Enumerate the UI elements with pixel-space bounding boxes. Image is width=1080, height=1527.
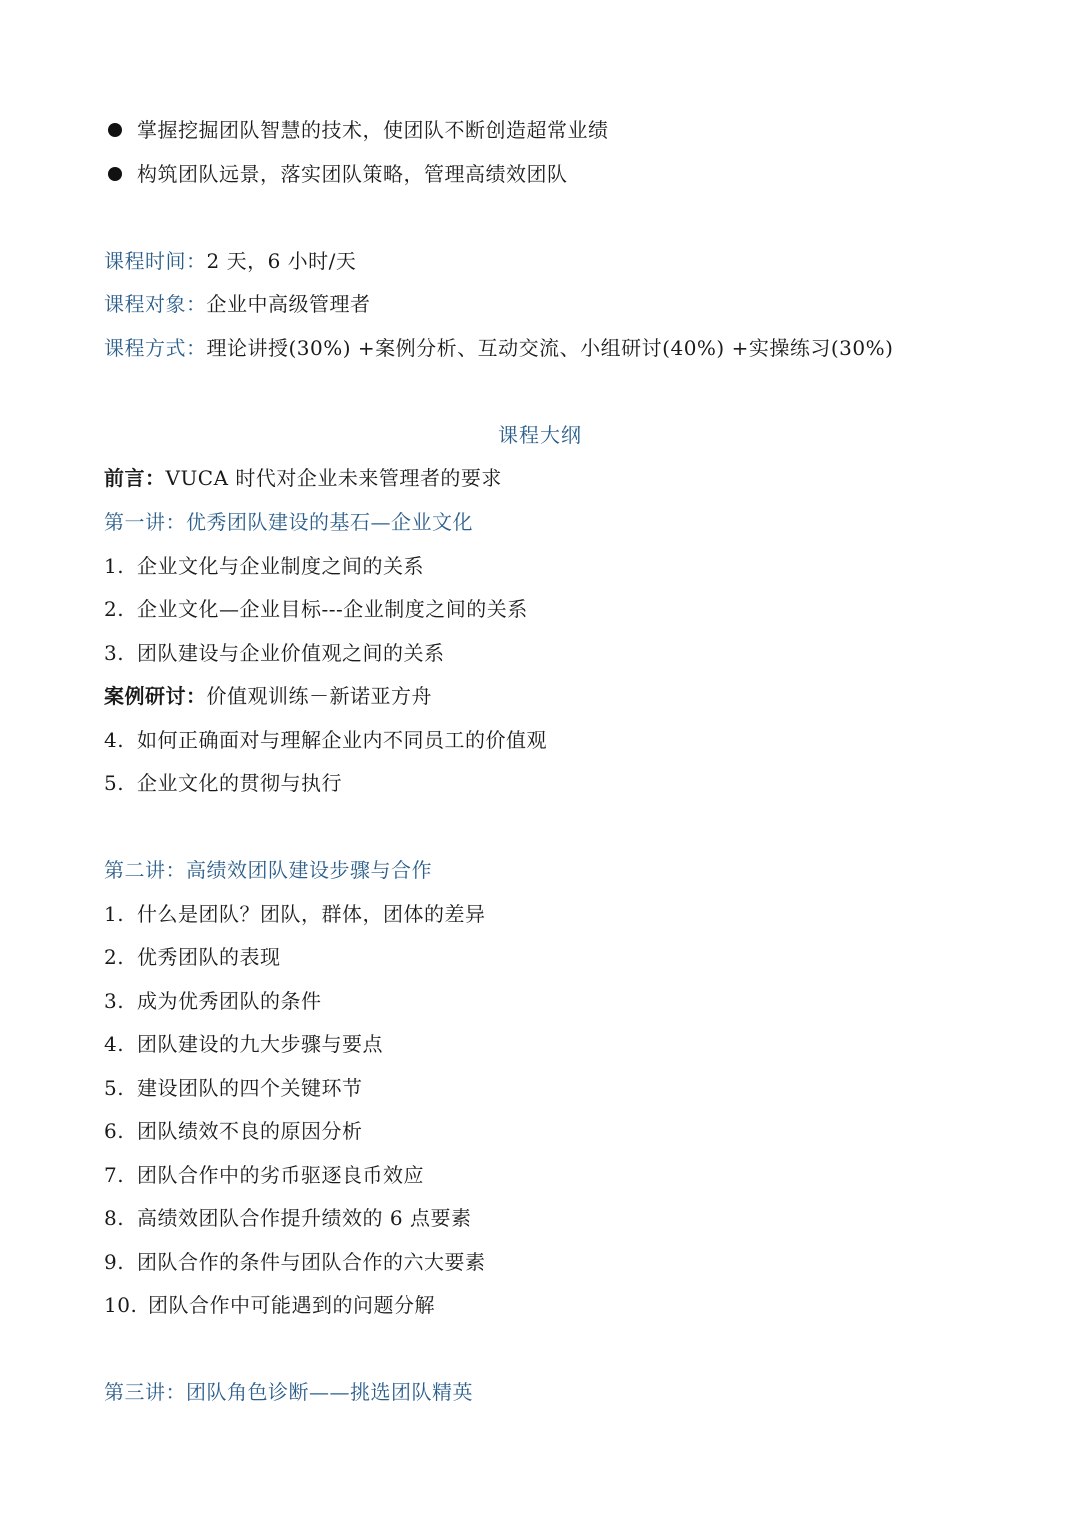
course-audience-label: 课程对象： <box>104 292 207 316</box>
item-number: 8. <box>104 1206 125 1230</box>
item-text: 什么是团队？团队，群体，团体的差异 <box>137 902 486 926</box>
outline-title: 课程大纲 <box>498 423 582 447</box>
course-time <box>104 247 356 275</box>
course-method-value: 理论讲授(30%) +案例分析、互动交流、小组研讨(40%) +实操练习(30%) <box>206 336 894 360</box>
list-item <box>104 1248 486 1276</box>
item-number: 2. <box>104 597 125 621</box>
item-text: 企业文化—企业目标---企业制度之间的关系 <box>137 597 528 621</box>
list-item <box>104 595 528 623</box>
bullet-item: 构筑团队远景，落实团队策略，管理高绩效团队 <box>137 162 568 186</box>
list-item <box>104 900 486 928</box>
preface-label: 前言： <box>104 466 166 490</box>
item-number: 7. <box>104 1163 125 1187</box>
item-text: 团队建设的九大步骤与要点 <box>137 1032 383 1056</box>
item-text: 团队合作中可能遇到的问题分解 <box>148 1293 435 1317</box>
bullet-dot-icon <box>108 123 122 137</box>
item-text: 高绩效团队合作提升绩效的 6 点要素 <box>137 1206 472 1230</box>
item-number: 1. <box>104 902 125 926</box>
list-item <box>104 639 445 667</box>
bullet-dot-icon <box>108 167 122 181</box>
item-text: 企业文化的贯彻与执行 <box>137 771 342 795</box>
list-item <box>104 1204 471 1232</box>
list-item <box>104 1291 435 1319</box>
item-text: 如何正确面对与理解企业内不同员工的价值观 <box>137 728 547 752</box>
lecture2-title: 第二讲：高绩效团队建设步骤与合作 <box>104 858 432 882</box>
item-number: 10. <box>104 1293 138 1317</box>
case-study-text: 价值观训练－新诺亚方舟 <box>206 684 432 708</box>
course-time-value: 2 天，6 小时/天 <box>206 249 357 273</box>
list-item <box>104 552 424 580</box>
item-number: 9. <box>104 1250 125 1274</box>
case-study <box>104 682 432 710</box>
item-text: 优秀团队的表现 <box>137 945 281 969</box>
case-study-label: 案例研讨： <box>104 684 207 708</box>
item-number: 4. <box>104 728 125 752</box>
item-number: 5. <box>104 1076 125 1100</box>
item-text: 团队绩效不良的原因分析 <box>137 1119 363 1143</box>
item-number: 4. <box>104 1032 125 1056</box>
item-text: 团队建设与企业价值观之间的关系 <box>137 641 445 665</box>
bullet-item: 掌握挖掘团队智慧的技术，使团队不断创造超常业绩 <box>137 118 609 142</box>
item-number: 3. <box>104 989 125 1013</box>
preface <box>104 464 502 492</box>
lecture1-title: 第一讲：优秀团队建设的基石—企业文化 <box>104 510 473 534</box>
course-method <box>104 334 893 362</box>
course-audience <box>104 290 371 318</box>
list-item <box>104 943 281 971</box>
item-number: 1. <box>104 554 125 578</box>
item-text: 成为优秀团队的条件 <box>137 989 322 1013</box>
preface-text: VUCA 时代对企业未来管理者的要求 <box>165 466 502 490</box>
item-text: 团队合作的条件与团队合作的六大要素 <box>137 1250 486 1274</box>
item-number: 5. <box>104 771 125 795</box>
course-time-label: 课程时间： <box>104 249 207 273</box>
list-item <box>104 1161 424 1189</box>
list-item <box>104 769 342 797</box>
list-item <box>104 1117 363 1145</box>
list-item <box>104 726 547 754</box>
item-text: 企业文化与企业制度之间的关系 <box>137 554 424 578</box>
item-number: 3. <box>104 641 125 665</box>
list-item <box>104 987 322 1015</box>
lecture3-title: 第三讲：团队角色诊断——挑选团队精英 <box>104 1380 473 1404</box>
list-item <box>104 1030 383 1058</box>
course-audience-value: 企业中高级管理者 <box>206 292 371 316</box>
list-item <box>104 1074 363 1102</box>
item-text: 建设团队的四个关键环节 <box>137 1076 363 1100</box>
course-method-label: 课程方式： <box>104 336 207 360</box>
item-number: 6. <box>104 1119 125 1143</box>
item-text: 团队合作中的劣币驱逐良币效应 <box>137 1163 424 1187</box>
item-number: 2. <box>104 945 125 969</box>
